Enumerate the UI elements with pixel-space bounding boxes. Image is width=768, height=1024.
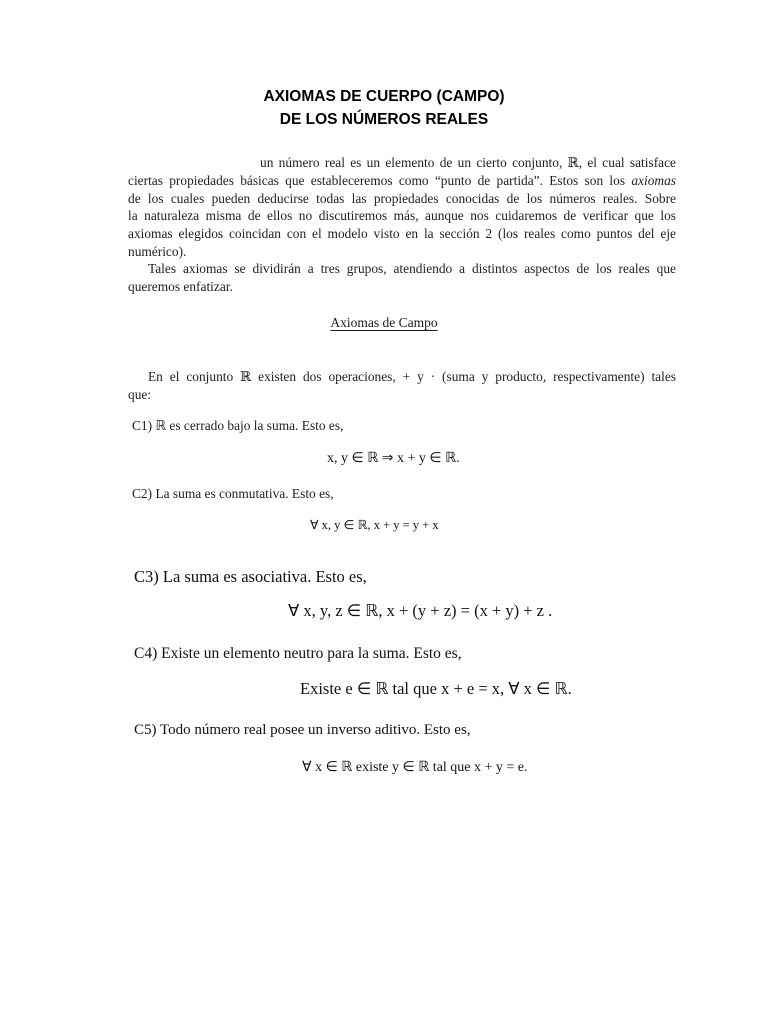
axiom-c3 — [134, 567, 367, 587]
axiom-c4-formula: Existe e ∈ ℝ tal que x + e = x, ∀ x ∈ ℝ. — [300, 679, 572, 698]
intro-line: un número real es un elemento de un cierto conjunto, ℝ, el cual satisface — [260, 155, 676, 170]
intro-line: de los cuales pueden deducirse todas las propiedades conocidas de los números reales. Sobre — [128, 190, 676, 206]
axiom-c5-formula: ∀ x ∈ ℝ existe y ∈ ℝ tal que x + y = e. — [302, 760, 528, 775]
intro-line: numérico). — [128, 243, 187, 259]
intro-paragraph — [128, 154, 676, 261]
operations-paragraph — [128, 368, 676, 404]
axiom-label: C4) — [134, 645, 158, 662]
axiom-c2-formula: ∀ x, y ∈ ℝ, x + y = y + x — [310, 518, 439, 532]
axiom-text: La suma es conmutativa. Esto es, — [155, 486, 334, 501]
document-title-line1: AXIOMAS DE CUERPO (CAMPO) — [263, 88, 505, 105]
intro-line: la naturaleza misma de ellos no discutiremos más, aunque nos cuidaremos de verificar que los — [128, 208, 676, 224]
axiom-c3-formula: ∀ x, y, z ∈ ℝ, x + (y + z) = (x + y) + z . — [288, 601, 553, 620]
axiom-text: Todo número real posee un inverso aditivo. Esto es, — [159, 722, 471, 738]
axiom-label: C3) — [134, 567, 159, 586]
axiom-c2 — [132, 486, 334, 502]
axiom-text: Existe un elemento neutro para la suma. Esto es, — [161, 645, 462, 662]
intro-line: axiomas elegidos coincidan con el modelo visto en la sección 2 (los reales como puntos del eje — [128, 226, 676, 242]
operations-line: En el conjunto ℝ existen dos operaciones, + y · (suma y producto, respectivamente) tales — [148, 369, 676, 384]
section-heading — [0, 315, 768, 331]
axiomas-emphasis: axiomas — [631, 172, 676, 188]
axiom-label: C2) — [132, 486, 153, 501]
section-heading-text: Axiomas de Campo — [330, 315, 438, 330]
axiom-c4 — [134, 645, 462, 663]
intro-line — [128, 172, 676, 190]
groups-line: Tales axiomas se dividirán a tres grupos, atendiendo a distintos aspectos de los reales que — [148, 261, 676, 276]
axiom-text: La suma es asociativa. Esto es, — [162, 567, 367, 586]
operations-line: que: — [128, 386, 152, 402]
axiom-text: ℝ es cerrado bajo la suma. Esto es, — [155, 418, 344, 433]
groups-line: queremos enfatizar. — [128, 278, 233, 294]
axiom-c1 — [132, 418, 343, 434]
axiom-label: C5) — [134, 722, 157, 738]
document-title-line2: DE LOS NÚMEROS REALES — [279, 111, 489, 128]
groups-paragraph — [128, 260, 676, 296]
axiom-label: C1) — [132, 418, 153, 433]
axiom-c5 — [134, 722, 471, 739]
intro-line-text: ciertas propiedades básicas que estableceremos como “punto de partida”. Estos son los — [128, 172, 626, 188]
axiom-c1-formula: x, y ∈ ℝ ⇒ x + y ∈ ℝ. — [327, 451, 460, 466]
